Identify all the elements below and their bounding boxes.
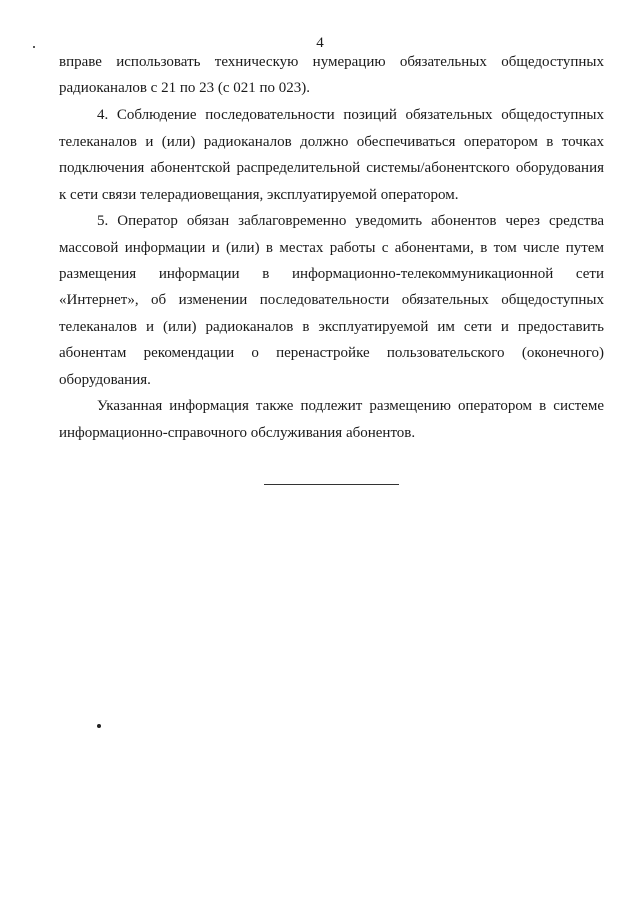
paragraph-info-line: Указанная информация также подлежит размещению оператором в системе: [97, 398, 604, 414]
paragraph-5-line: 5. Оператор обязан заблаговременно уведомить абонентов через средства: [97, 213, 604, 229]
text-line: телеканалов и (или) радиоканалов должно обеспечиваться оператором в точках: [59, 134, 604, 150]
text-line: информационно-справочного обслуживания абонентов.: [59, 425, 416, 441]
text-line: массовой информации и (или) в местах работы с абонентами, в том числе путем: [59, 240, 604, 256]
paragraph-4-line: 4. Соблюдение последовательности позиций обязательных общедоступных: [97, 107, 604, 123]
text-line: к сети связи телерадиовещания, эксплуатируемой оператором.: [59, 187, 459, 203]
text-line: радиоканалов с 21 по 23 (с 021 по 023).: [59, 80, 311, 96]
text-line: вправе использовать техническую нумерацию обязательных общедоступных: [59, 54, 604, 70]
text-line: «Интернет», об изменении последовательности обязательных общедоступных: [59, 292, 604, 308]
text-line: оборудования.: [59, 372, 151, 388]
text-line: абонентам рекомендации о перенастройке пользовательского (оконечного): [59, 345, 604, 361]
text-line: телеканалов и (или) радиоканалов в эксплуатируемой им сети и предоставить: [59, 319, 604, 335]
page-number: 4: [316, 35, 324, 51]
scan-speck: [97, 724, 101, 728]
text-line: размещения информации в информационно-телекоммуникационной сети: [59, 266, 604, 282]
separator-line: [264, 484, 399, 485]
scan-speck: [33, 46, 35, 48]
text-line: подключения абонентской распределительной системы/абонентского оборудования: [59, 160, 604, 176]
